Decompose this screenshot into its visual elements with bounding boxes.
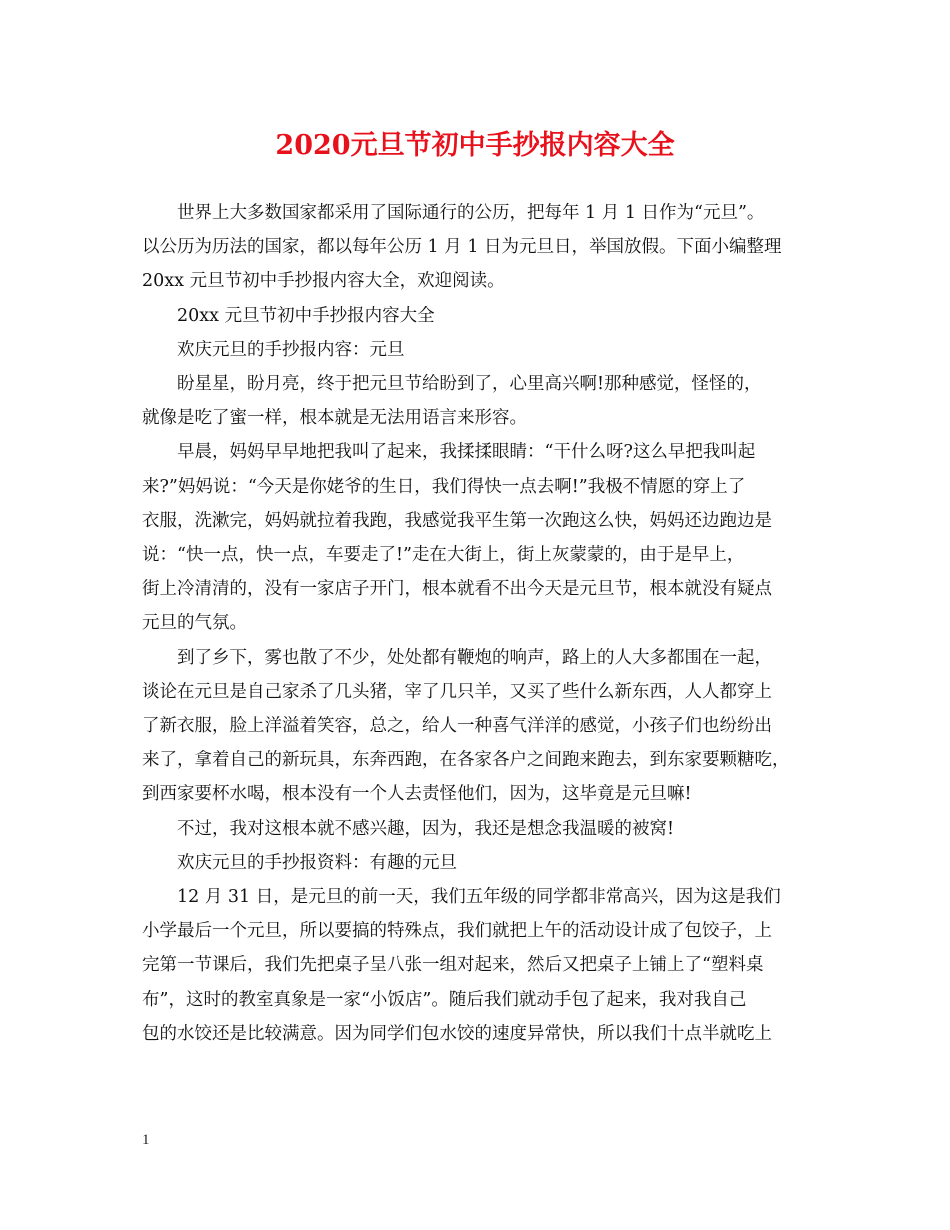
paragraph-line: 完第一节课后，我们先把桌子呈八张一组对起来，然后又把桌子上铺上了“塑料桌 — [142, 955, 764, 976]
paragraph-line: 谈论在元旦是自己家杀了几头猪，宰了几只羊，又买了些什么新东西，人人都穿上 — [142, 681, 772, 702]
body-paragraph — [142, 641, 820, 812]
paragraph-line: 包的水饺还是比较满意。因为同学们包水饺的速度异常快，所以我们十点半就吃上 — [142, 1023, 772, 1044]
paragraph-line: 布”，这时的教室真象是一家“小饭店”。随后我们就动手包了起来，我对我自己 — [142, 989, 747, 1010]
body-paragraph — [142, 333, 820, 367]
body-paragraph — [142, 367, 820, 435]
paragraph-line: 就像是吃了蜜一样，根本就是无法用语言来形容。 — [142, 408, 527, 429]
paragraph-line: 来?”妈妈说：“今天是你姥爷的生日，我们得快一点去啊!”我极不情愿的穿上了 — [142, 476, 746, 497]
document-body — [142, 196, 820, 1051]
paragraph-line: 到西家要杯水喝，根本没有一个人去责怪他们，因为，这毕竟是元旦嘛! — [142, 784, 692, 805]
paragraph-line: 衣服，洗漱完，妈妈就拉着我跑，我感觉我平生第一次跑这么快，妈妈还边跑边是 — [142, 510, 772, 531]
page-number: 1 — [142, 1132, 150, 1148]
paragraph-line: 来了，拿着自己的新玩具，东奔西跑，在各家各户之间跑来跑去，到东家要颗糖吃， — [142, 750, 790, 771]
paragraph-line: 街上冷清清的，没有一家店子开门，根本就看不出今天是元旦节，根本就没有疑点 — [142, 579, 772, 600]
paragraph-line: 欢庆元旦的手抄报内容：元旦 — [177, 339, 405, 360]
paragraph-line: 早晨，妈妈早早地把我叫了起来，我揉揉眼睛：“干什么呀?这么早把我叫起 — [177, 442, 756, 463]
paragraph-line: 元旦的气氛。 — [142, 613, 247, 634]
body-paragraph — [142, 435, 820, 640]
paragraph-line: 欢庆元旦的手抄报资料：有趣的元旦 — [177, 852, 457, 873]
paragraph-line: 不过，我对这根本就不感兴趣，因为，我还是想念我温暖的被窝! — [177, 818, 675, 839]
body-paragraph — [142, 812, 820, 846]
paragraph-line: 以公历为历法的国家，都以每年公历 1 月 1 日为元旦日，举国放假。下面小编整理 — [142, 237, 782, 258]
body-paragraph — [142, 880, 820, 1051]
paragraph-line: 盼星星，盼月亮，终于把元旦节给盼到了，心里高兴啊!那种感觉，怪怪的， — [177, 374, 762, 395]
paragraph-line: 小学最后一个元旦，所以要搞的特殊点，我们就把上午的活动设计成了包饺子，上 — [142, 921, 772, 942]
paragraph-line: 20xx 元旦节初中手抄报内容大全，欢迎阅读。 — [142, 271, 505, 292]
paragraph-line: 说：“快一点，快一点，车要走了!”走在大街上，街上灰蒙蒙的，由于是早上， — [142, 545, 745, 566]
paragraph-line: 世界上大多数国家都采用了国际通行的公历，把每年 1 月 1 日作为“元旦”。 — [177, 203, 765, 223]
document-title: 2020元旦节初中手抄报内容大全 — [275, 130, 675, 161]
body-paragraph — [142, 846, 820, 880]
paragraph-line: 了新衣服，脸上洋溢着笑容，总之，给人一种喜气洋洋的感觉，小孩子们也纷纷出 — [142, 716, 772, 737]
body-paragraph — [142, 299, 820, 333]
paragraph-line: 20xx 元旦节初中手抄报内容大全 — [177, 305, 435, 326]
paragraph-line: 到了乡下，雾也散了不少，处处都有鞭炮的响声，路上的人大多都围在一起， — [177, 647, 772, 668]
body-paragraph — [142, 196, 820, 299]
paragraph-line: 12 月 31 日，是元旦的前一天，我们五年级的同学都非常高兴，因为这是我们 — [177, 887, 781, 908]
